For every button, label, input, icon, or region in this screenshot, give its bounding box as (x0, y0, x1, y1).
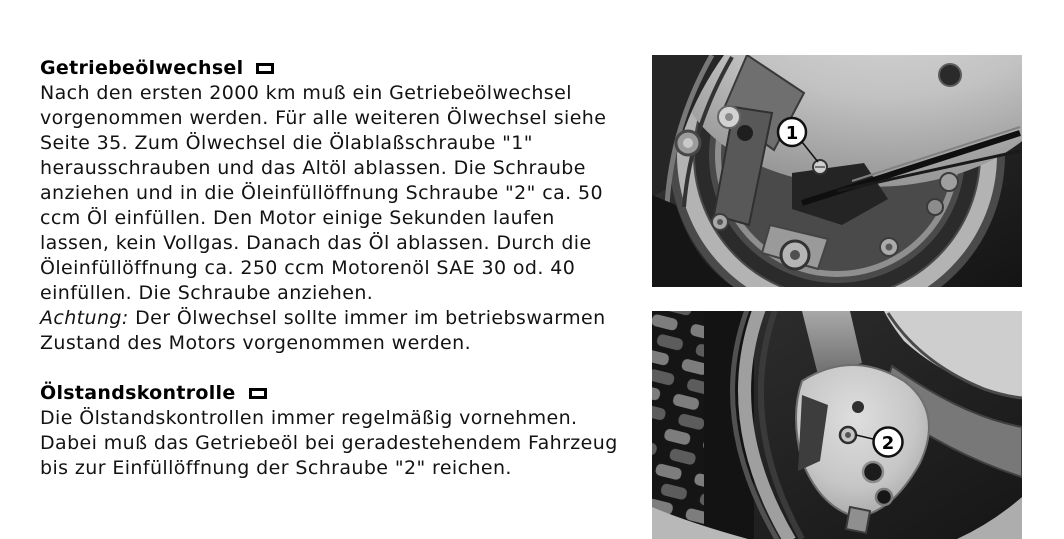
section-oil-level-check (40, 381, 618, 481)
paragraph-box-icon (256, 63, 274, 74)
text-line: einfüllen. Die Schraube anziehen. (40, 282, 374, 304)
section-heading-row (40, 381, 618, 406)
section-heading: Getriebeölwechsel (40, 57, 244, 79)
figure-drain-screw-photo (652, 55, 1022, 287)
text-line: herausschrauben und das Altöl ablassen. Die Schraube (40, 157, 586, 179)
section-heading-row (40, 56, 606, 81)
text-line: bis zur Einfüllöffnung der Schraube "2" reichen. (40, 457, 512, 479)
callout-1-label: 1 (785, 123, 799, 144)
text-line: Seite 35. Zum Ölwechsel die Ölablaßschraube "1" (40, 132, 533, 154)
filler-screw-photo-illustration (652, 311, 1022, 539)
text-line: anziehen und in die Öleinfüllöffnung Schraube "2" ca. 50 (40, 182, 603, 204)
note-line (40, 306, 606, 331)
callout-2-label: 2 (881, 433, 895, 454)
drain-screw-photo-illustration (652, 55, 1022, 287)
text-line: Dabei muß das Getriebeöl bei geradestehendem Fahrzeug (40, 432, 618, 454)
paragraph-box-icon (249, 388, 267, 399)
text-line: Öleinfüllöffnung ca. 250 ccm Motorenöl SAE 30 od. 40 (40, 257, 576, 279)
text-line: lassen, kein Vollgas. Danach das Öl ablassen. Durch die (40, 232, 592, 254)
section-gear-oil-change (40, 56, 606, 356)
section-heading: Ölstandskontrolle (40, 382, 236, 404)
note-label: Achtung: (40, 307, 129, 329)
figure-filler-screw-photo (652, 311, 1022, 539)
note-line: Zustand des Motors vorgenommen werden. (40, 332, 472, 354)
text-line: Die Ölstandskontrollen immer regelmäßig vornehmen. (40, 407, 578, 429)
text-line: vorgenommen werden. Für alle weiteren Ölwechsel siehe (40, 107, 607, 129)
text-line: Nach den ersten 2000 km muß ein Getriebeölwechsel (40, 82, 572, 104)
note-text: Der Ölwechsel sollte immer im betriebswarmen (128, 307, 606, 329)
text-line: ccm Öl einfüllen. Den Motor einige Sekunden laufen (40, 207, 555, 229)
